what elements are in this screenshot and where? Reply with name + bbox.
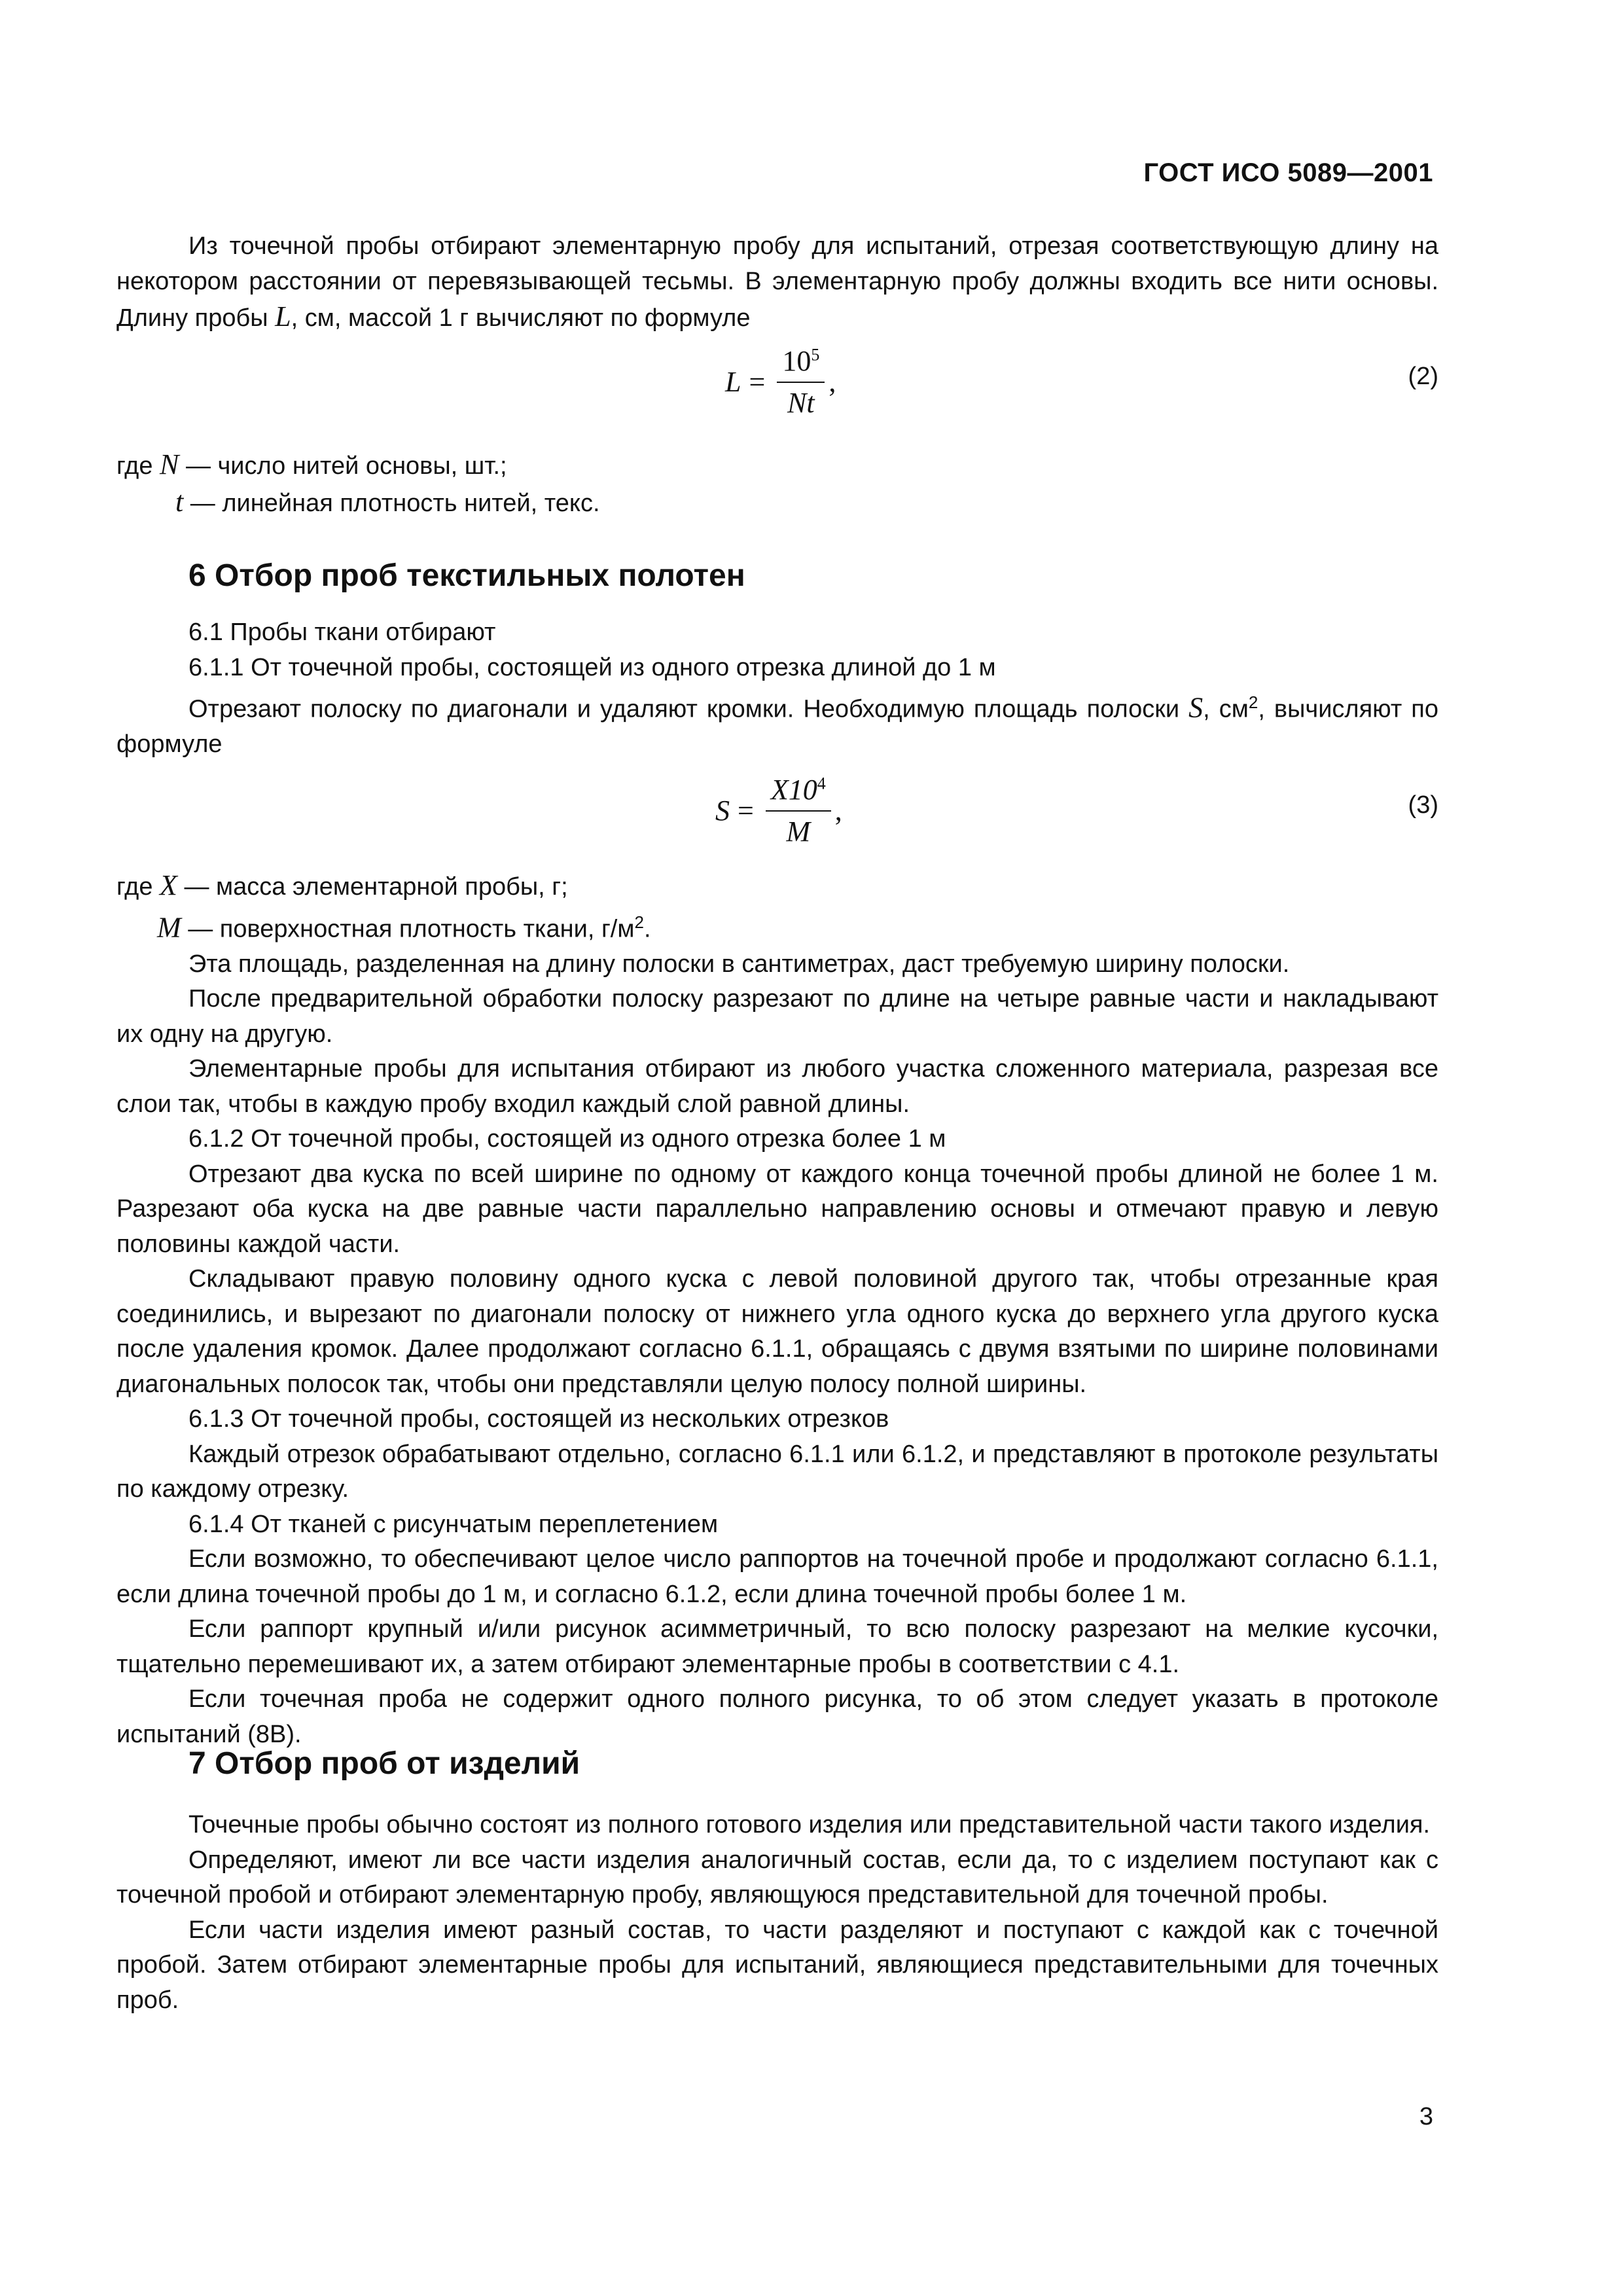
rapport-paragraph: Если возможно, то обеспечивают целое число раппортов на точечной пробе и продолжают согласно 6.1.1, если длина точечной пробы до 1 м, и согласно 6.1.2, если длина точечной пробы более 1 м. [116,1545,1438,1608]
formula-3-equals: = [738,795,754,827]
formula-3-lhs: S [715,795,730,827]
where-m-end: . [643,915,651,943]
section-6-part-1 [116,615,1438,762]
where-m-text: — поверхностная плотность ткани, г/м [188,915,635,943]
where-t-text: — линейная плотность нитей, текс. [190,489,600,517]
section-7-title: 7 Отбор проб от изделий [188,1746,580,1781]
incomplete-pattern-paragraph: Если точечная проба не содержит одного полного рисунка, то об этом следует указать в протоколе испытаний (8В). [116,1685,1438,1748]
cut-paragraph: После предварительной обработки полоску разрезают по длине на четыре равные части и накладывают их одну на другую. [116,985,1438,1048]
strip-unit: , см [1203,695,1249,723]
formula-2 [116,344,1438,442]
formula-2-fraction [777,344,825,421]
section-7-body [116,1808,1438,2018]
where-2-block [116,447,1438,521]
area-paragraph: Эта площадь, разделенная на длину полоски в сантиметрах, даст требуемую ширину полоски. [188,950,1290,978]
clause-6-1: 6.1 Пробы ткани отбирают [188,619,496,646]
formula-2-number: (2) [1408,363,1438,390]
section-6-heading-block [116,556,1438,596]
formula-2-denominator: Nt [787,387,815,419]
clause-6-1-1: 6.1.1 От точечной пробы, состоящей из одного отрезка длиной до 1 м [188,653,996,681]
section-7-paragraph-2: Определяют, имеют ли все части изделия аналогичный состав, если да, то с изделием поступают как с точечной пробой и отбирают элементарную пробу, являющуюся представительной для точечной пробы. [116,1846,1438,1909]
section-7-paragraph-3: Если части изделия имеют разный состав, то части разделяют и поступают с каждой как с точечной пробой. Затем отбирают элементарные пробы для испытаний, являющиеся представительными для точечных проб. [116,1916,1438,2014]
symbol-t: t [175,485,184,518]
symbol-m: M [157,911,181,944]
formula-2-comma: , [829,366,836,399]
intro-text-end: , см, массой 1 г вычисляют по формуле [291,304,751,332]
where-n-line [116,447,1438,484]
symbol-x: X [160,869,177,901]
length-symbol: L [275,300,291,332]
where-n-text: — число нитей основы, шт.; [185,452,507,480]
formula-3-exponent: 4 [817,774,826,793]
where-t-line [116,484,1438,522]
two-pieces-paragraph: Отрезают два куска по всей ширине по одному от каждого конца точечной пробы длиной не более 1 м. Разрезают оба куска на две равные части параллельно направлению основы и отмечают правую и левую половины каждой части. [116,1160,1438,1258]
intro-text: Из точечной пробы отбирают элементарную пробу для испытаний, отрезая соответствующую длину на некотором расстоянии от перевязывающей тесьмы. В элементарную пробу должны входить все нити основы. Длину пробы [116,232,1438,332]
formula-3 [116,772,1438,870]
formula-2-numerator: 10 [782,345,812,377]
section-7-heading-block [116,1744,1438,1784]
standard-designation: ГОСТ ИСО 5089—2001 [1143,158,1433,187]
formula-3-fraction [766,772,831,850]
formula-3-number: (3) [1408,791,1438,819]
symbol-s: S [1188,691,1204,724]
where-m-line [116,905,1438,947]
formula-3-comma: , [834,795,842,827]
where-x-line [116,868,1438,905]
where-m-exponent: 2 [634,912,644,932]
formula-2-equals: = [749,366,766,399]
formula-2-lhs: L [725,366,741,399]
intro-paragraph [116,229,1438,336]
where-x-text: — масса элементарной пробы, г; [184,873,568,901]
page-number: 3 [1419,2103,1433,2130]
strip-paragraph [116,685,1438,762]
symbol-n: N [160,448,179,480]
strip-text-end: , вычисляют по формуле [116,695,1438,759]
clause-6-1-3: 6.1.3 От точечной пробы, состоящей из нескольких отрезков [188,1405,889,1433]
formula-2-exponent: 5 [811,345,820,365]
formula-3-denominator: M [786,816,811,848]
large-rapport-paragraph: Если раппорт крупный и/или рисунок асимметричный, то всю полоску разрезают на мелкие кусочки, тщательно перемешивают их, а затем отбирают элементарные пробы в соответствии с 4.1. [116,1615,1438,1678]
where-lead: где [116,452,153,480]
section-7-paragraph-1: Точечные пробы обычно состоят из полного готового изделия или представительной части такого изделия. [188,1811,1431,1839]
each-segment-paragraph: Каждый отрезок обрабатывают отдельно, согласно 6.1.1 или 6.1.2, и представляют в протоколе результаты по каждому отрезку. [116,1440,1438,1503]
strip-text: Отрезают полоску по диагонали и удаляют кромки. Необходимую площадь полоски [188,695,1180,723]
where-lead-3: где [116,873,153,901]
elementary-sample-paragraph: Элементарные пробы для испытания отбирают из любого участка сложенного материала, разрезая все слои так, чтобы в каждую пробу входил каждый слой равной длины. [116,1055,1438,1118]
fold-paragraph: Складывают правую половину одного куска с левой половиной другого так, чтобы отрезанные края соединились, и вырезают по диагонали полоску от нижнего угла одного куска до верхнего угла другого куска после удаления кромок. Далее продолжают согласно 6.1.1, обращаясь с двумя взятыми по ширине половинами диагональных полосок так, чтобы они представляли целую полосу полной ширины. [116,1265,1438,1398]
clause-6-1-4: 6.1.4 От тканей с рисунчатым переплетением [188,1510,719,1538]
clause-6-1-2: 6.1.2 От точечной пробы, состоящей из одного отрезка более 1 м [188,1125,946,1153]
section-6-title: 6 Отбор проб текстильных полотен [188,558,745,593]
intro-block [116,229,1438,336]
strip-unit-exponent: 2 [1248,692,1258,712]
formula-3-numerator: X10 [770,774,817,806]
section-6-part-2 [116,868,1438,1752]
